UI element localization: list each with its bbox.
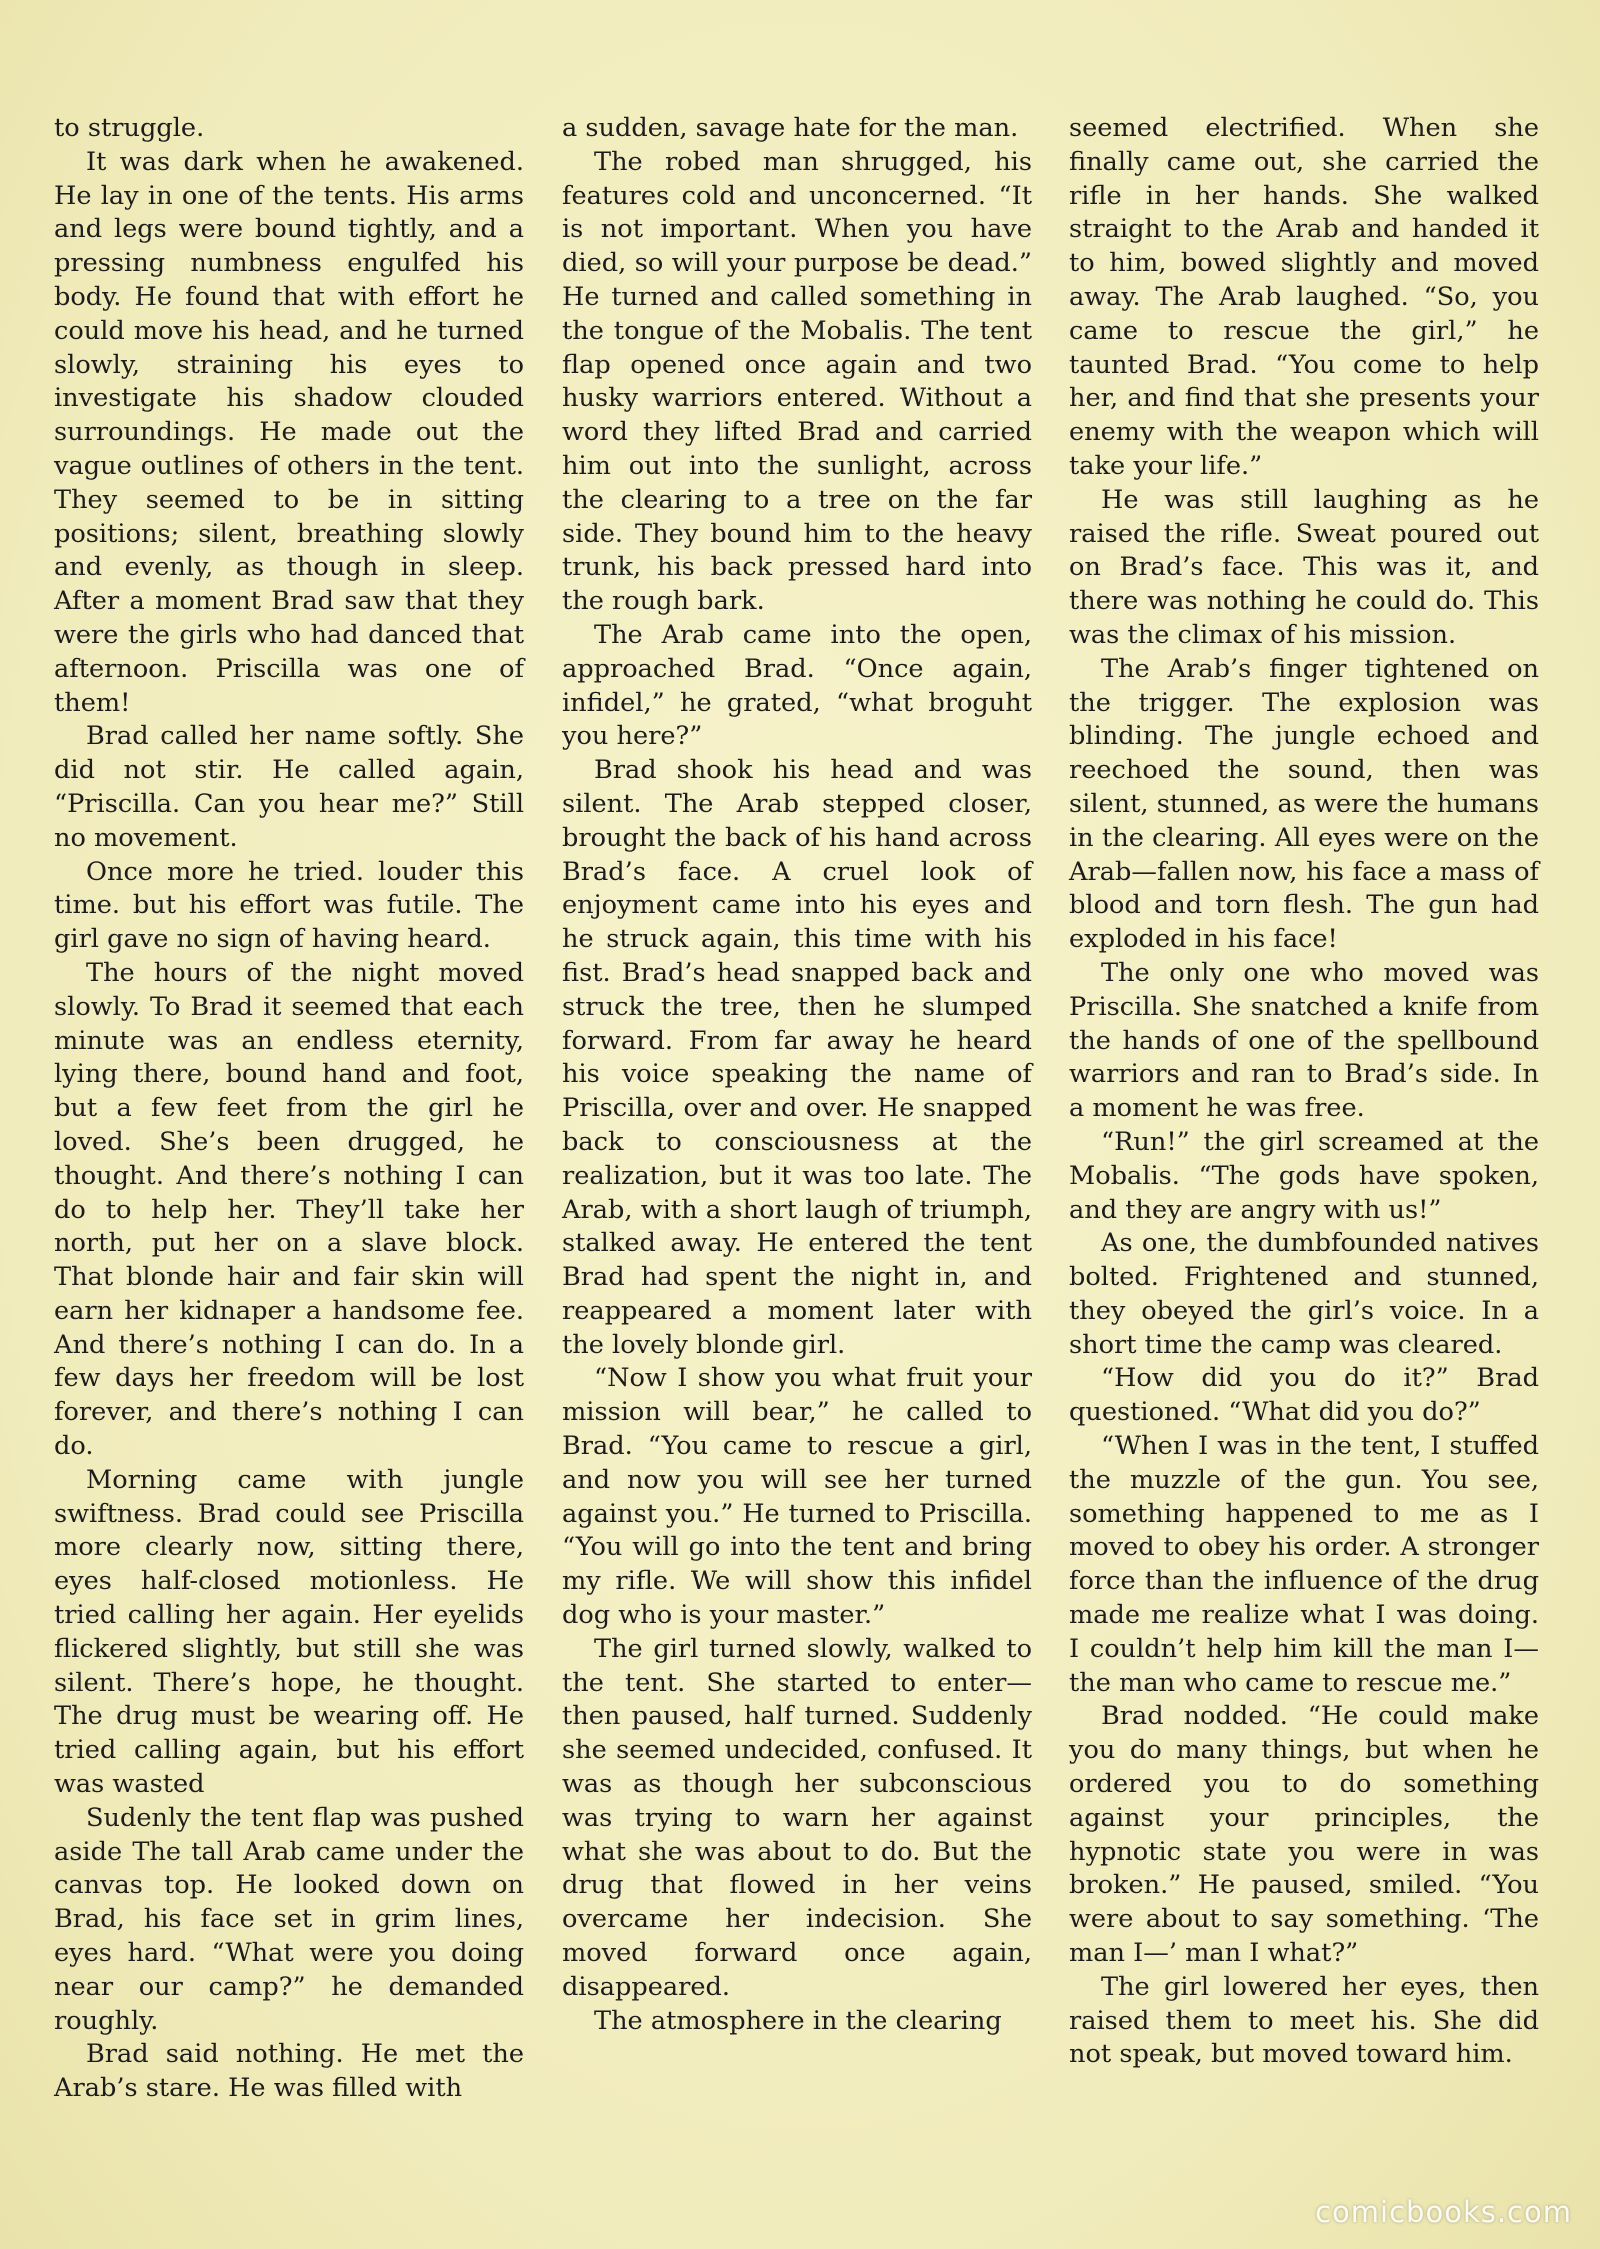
- paragraph: “When I was in the tent, I stuffed the muzzle of the gun. You see, something happened to me as I moved to obey his order. A stronger force than the influence of the drug made me realize what I was doing. I couldn’t help him kill the man I—the man who came to rescue me.”: [1069, 1431, 1539, 1698]
- paragraph: The atmosphere in the clearing: [594, 2005, 1002, 2036]
- paragraph: The girl turned slowly, walked to the tent. She started to enter— then paused, half turned. Suddenly she seemed undecided, confused. It was as though her subconscious was trying to warn her against what she was about to do. But the drug that flowed in her veins overcame her indecision. She moved forward once again, disappeared.: [562, 1633, 1032, 2002]
- paragraph: a sudden, savage hate for the man.: [562, 113, 1019, 143]
- paragraph: “How did you do it?” Brad questioned. “What did you do?”: [1069, 1363, 1539, 1428]
- paragraph: The only one who moved was Priscilla. She snatched a knife from the hands of one of the spellbound warriors and ran to Brad’s side. In a moment he was free.: [1069, 957, 1539, 1124]
- paragraph: It was dark when he awakened. He lay in one of the tents. His arms and legs were bound tightly, and a pressing numbness engulfed his body. He found that with effort he could move his head, and he turned slowly, straining his eyes to investigate his shadow clouded surroundings. He made out the vague outlines of others in the tent. They seemed to be in sitting positions; silent, breathing slowly and evenly, as though in sleep. After a moment Brad saw that they were the girls who had danced that afternoon. Priscilla was one of them!: [54, 146, 524, 718]
- paragraph: Brad said nothing. He met the Arab’s stare. He was filled with: [54, 2039, 524, 2104]
- paragraph: The Arab’s finger tightened on the trigger. The explosion was blinding. The jungle echoed and reechoed the sound, then was silent, stunned, as were the humans in the clearing. All eyes were on the Arab—fallen now, his face a mass of blood and torn flesh. The gun had exploded in his face!: [1069, 653, 1539, 955]
- paragraph: Sudenly the tent flap was pushed aside The tall Arab came under the canvas top. He looked down on Brad, his face set in grim lines, eyes hard. “What were you doing near our camp?” he demanded roughly.: [54, 1802, 524, 2036]
- paragraph: Brad called her name softly. She did not stir. He called again, “Priscilla. Can you hear me?” Still no movement.: [54, 721, 524, 853]
- paragraph: “Now I show you what fruit your mission will bear,” he called to Brad. “You came to rescue a girl, and now you will see her turned against you.” He turned to Priscilla. “You will go into the tent and bring my rifle. We will show this infidel dog who is your master.”: [562, 1363, 1032, 1631]
- paragraph: to struggle.: [54, 113, 205, 143]
- paragraph: He was still laughing as he raised the rifle. Sweat poured out on Brad’s face. This was it, and there was nothing he could do. This was the climax of his mission.: [1069, 484, 1539, 650]
- text-column-3: [1069, 112, 1539, 2072]
- paragraph: Brad shook his head and was silent. The Arab stepped closer, brought the back of his hand across Brad’s face. A cruel look of enjoyment came into his eyes and he struck again, this time with his fist. Brad’s head snapped back and struck the tree, then he slumped forward. From far away he heard his voice speaking the name of Priscilla, over and over. He snapped back to consciousness at the realization, but it was too late. The Arab, with a short laugh of triumph, stalked away. He entered the tent Brad had spent the night in, and reappeared a moment later with the lovely blonde girl.: [562, 755, 1032, 1360]
- paragraph: The Arab came into the open, approached Brad. “Once again, infidel,” he grated, “what broguht you here?”: [562, 619, 1032, 752]
- paragraph: Once more he tried. louder this time. but his effort was futile. The girl gave no sign of having heard.: [54, 856, 524, 955]
- paragraph: The hours of the night moved slowly. To Brad it seemed that each minute was an endless eternity, lying there, bound hand and foot, but a few feet from the girl he loved. She’s been drugged, he thought. And there’s nothing I can do to help her. They’ll take her north, put her on a slave block. That blonde hair and fair skin will earn her kidnaper a handsome fee. And there’s nothing I can do. In a few days her freedom will be lost forever, and there’s nothing I can do.: [54, 957, 524, 1462]
- watermark: comicbooks.com: [1315, 2195, 1572, 2229]
- paragraph: Morning came with jungle swiftness. Brad could see Priscilla more clearly now, sitting there, eyes half-closed motionless. He tried calling her again. Her eyelids flickered slightly, but still she was silent. There’s hope, he thought. The drug must be wearing off. He tried calling again, but his effort was wasted: [54, 1464, 524, 1800]
- paragraph: Brad nodded. “He could make you do many things, but when he ordered you to do something against your principles, the hypnotic state you were in was broken.” He paused, smiled. “You were about to say something. ‘The man I—’ man I what?”: [1069, 1701, 1539, 1969]
- paragraph: The robed man shrugged, his features cold and unconcerned. “It is not important. When you have died, so will your purpose be dead.” He turned and called something in the tongue of the Mobalis. The tent flap opened once again and two husky warriors entered. Without a word they lifted Brad and carried him out into the sunlight, across the clearing to a tree on the far side. They bound him to the heavy trunk, his back pressed hard into the rough bark.: [562, 146, 1032, 617]
- paragraph: seemed electrified. When she finally came out, she carried the rifle in her hands. She walked straight to the Arab and handed it to him, bowed slightly and moved away. The Arab laughed. “So, you came to rescue the girl,” he taunted Brad. “You come to help her, and find that she presents your enemy with the weapon which will take your life.”: [1069, 113, 1539, 481]
- paragraph: The girl lowered her eyes, then raised them to meet his. She did not speak, but moved toward him.: [1069, 1971, 1539, 2070]
- paragraph: As one, the dumbfounded natives bolted. Frightened and stunned, they obeyed the girl’s voice. In a short time the camp was cleared.: [1069, 1228, 1539, 1360]
- text-column-1: [54, 112, 524, 2106]
- paragraph: “Run!” the girl screamed at the Mobalis. “The gods have spoken, and they are angry with us!”: [1069, 1126, 1539, 1225]
- text-column-2: [562, 112, 1032, 2038]
